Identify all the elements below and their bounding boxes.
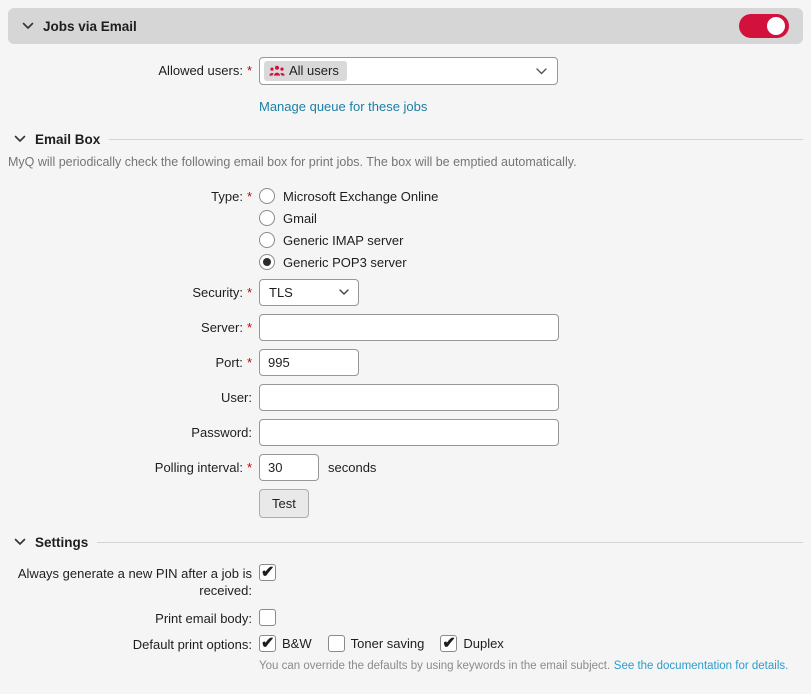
radio-option-generic-imap[interactable] (259, 229, 438, 251)
radio-label: Generic IMAP server (283, 232, 404, 248)
bw-checkbox[interactable] (259, 635, 276, 652)
check-option-toner-saving[interactable] (328, 635, 425, 652)
print-email-body-checkbox[interactable] (259, 609, 276, 626)
radio-label: Microsoft Exchange Online (283, 188, 439, 204)
checkbox-label: Toner saving (350, 636, 425, 651)
radio-label: Generic POP3 server (283, 254, 407, 270)
password-label: Password: (191, 425, 252, 440)
generate-pin-checkbox[interactable] (259, 564, 276, 581)
check-option-bw[interactable] (259, 635, 312, 652)
chevron-down-icon (339, 289, 349, 296)
test-button[interactable]: Test (259, 489, 309, 518)
radio-option-exchange-online[interactable] (259, 185, 438, 207)
default-print-options-label: Default print options: (132, 637, 252, 652)
required-asterisk: * (246, 355, 252, 370)
required-asterisk: * (246, 189, 252, 204)
allowed-users-combobox[interactable] (259, 57, 558, 85)
radio-option-generic-pop3[interactable] (259, 251, 438, 273)
server-label: Server: * (201, 320, 252, 335)
jobs-via-email-header[interactable] (8, 8, 803, 44)
email-box-section-header[interactable] (0, 130, 811, 148)
check-option-duplex[interactable] (440, 635, 503, 652)
email-box-section-title: Email Box (35, 131, 101, 147)
panel-title: Jobs via Email (43, 18, 137, 34)
print-options-footnote: You can override the defaults by using keywords in the email subject. (259, 660, 611, 672)
documentation-link[interactable]: See the documentation for details. (613, 660, 789, 672)
settings-section-header[interactable] (0, 533, 811, 551)
radio-icon[interactable] (259, 232, 275, 248)
collapse-chevron-icon[interactable] (14, 538, 26, 546)
security-label: Security: * (192, 285, 252, 300)
polling-interval-label: Polling interval: * (154, 460, 252, 475)
required-asterisk: * (246, 285, 252, 300)
required-asterisk: * (246, 460, 252, 475)
security-select[interactable] (259, 279, 359, 306)
generate-pin-label: Always generate a new PIN after a job is received: (17, 566, 252, 598)
radio-icon[interactable] (259, 254, 275, 270)
polling-interval-input[interactable] (259, 454, 319, 481)
password-input[interactable] (259, 419, 559, 446)
collapse-chevron-icon[interactable] (22, 22, 34, 30)
checkbox-label: B&W (282, 636, 312, 651)
polling-interval-suffix: seconds (328, 460, 377, 475)
section-divider (97, 542, 803, 543)
all-users-tag[interactable] (264, 61, 347, 81)
all-users-tag-label: All users (289, 63, 339, 78)
manage-queue-link[interactable]: Manage queue for these jobs (259, 99, 428, 114)
security-select-value: TLS (269, 285, 293, 300)
radio-label: Gmail (283, 210, 317, 226)
default-print-options-group (259, 635, 504, 652)
users-icon (269, 65, 285, 77)
email-type-radio-group (259, 185, 438, 273)
radio-option-gmail[interactable] (259, 207, 438, 229)
chevron-down-icon[interactable] (536, 68, 547, 75)
required-asterisk: * (246, 63, 252, 78)
collapse-chevron-icon[interactable] (14, 135, 26, 143)
radio-icon[interactable] (259, 188, 275, 204)
settings-section-title: Settings (35, 534, 89, 550)
allowed-users-label: Allowed users: * (158, 63, 252, 78)
email-box-description: MyQ will periodically check the following email box for print jobs. The box will be emptied automatically. (8, 155, 577, 169)
print-email-body-label: Print email body: (155, 611, 252, 626)
radio-icon[interactable] (259, 210, 275, 226)
required-asterisk: * (246, 320, 252, 335)
user-label: User: (220, 390, 252, 405)
toner-saving-checkbox[interactable] (328, 635, 345, 652)
type-label: Type: * (211, 189, 252, 204)
user-input[interactable] (259, 384, 559, 411)
duplex-checkbox[interactable] (440, 635, 457, 652)
jobs-via-email-toggle[interactable] (739, 14, 789, 38)
server-input[interactable] (259, 314, 559, 341)
port-label: Port: * (215, 355, 252, 370)
checkbox-label: Duplex (463, 636, 504, 651)
section-divider (109, 139, 803, 140)
port-input[interactable] (259, 349, 359, 376)
toggle-knob (767, 17, 785, 35)
